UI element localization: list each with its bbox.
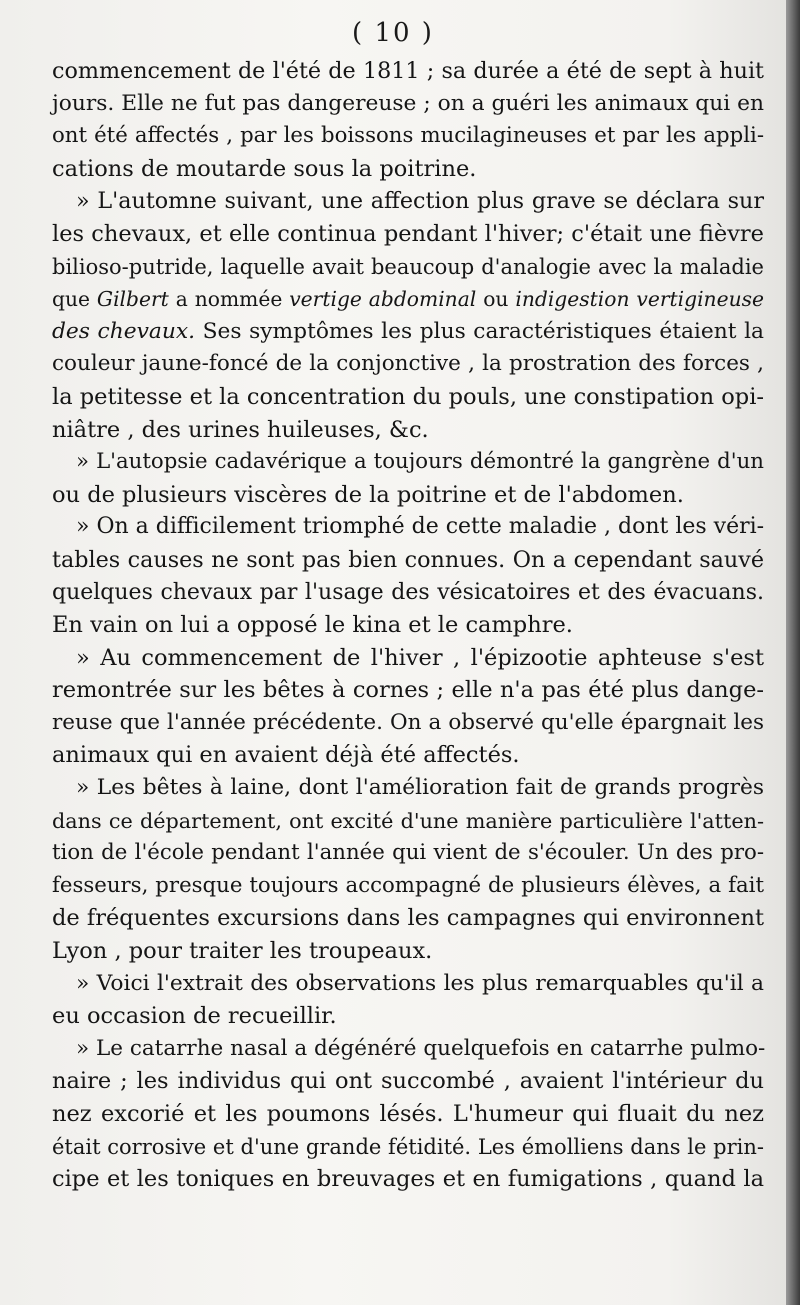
page-number: ( 10 ) <box>352 18 434 48</box>
text-line: » L'automne suivant, une affection plus grave se déclara sur <box>76 188 764 215</box>
text-line: » Voici l'extrait des observations les plus remarquables qu'il a <box>76 970 764 996</box>
text-line: » Au commencement de l'hiver , l'épizootie aphteuse s'est <box>76 644 764 671</box>
text-line: tion de l'école pendant l'année qui vient de s'écouler. Un des pro- <box>52 840 764 866</box>
text-line: En vain on lui a opposé le kina et le camphre. <box>52 612 573 639</box>
text-line: la petitesse et la concentration du pouls, une constipation opi- <box>52 383 764 410</box>
text-span: que <box>52 287 97 312</box>
text-line: cations de moutarde sous la poitrine. <box>52 155 477 182</box>
text-line: dans ce département, ont excité d'une manière particulière l'atten- <box>52 808 764 833</box>
text-line: ont été affectés , par les boissons mucilagineuses et par les appli- <box>52 123 764 149</box>
text-line: quelques chevaux par l'usage des vésicatoires et des évacuans. <box>52 579 764 605</box>
italic-term: vertige abdominal <box>289 287 477 312</box>
text-span: ou <box>476 287 516 312</box>
italic-term: des chevaux. <box>52 318 196 344</box>
text-line: jours. Elle ne fut pas dangereuse ; on a guéri les animaux qui en <box>52 90 764 116</box>
text-line: était corrosive et d'une grande fétidité. Les émolliens dans le prin- <box>52 1134 764 1159</box>
text-line: » Le catarrhe nasal a dégénéré quelquefois en catarrhe pulmo- <box>76 1035 766 1061</box>
text-line: animaux qui en avaient déjà été affectés. <box>52 742 520 769</box>
italic-author-name: Gilbert <box>96 287 169 312</box>
text-line: ou de plusieurs viscères de la poitrine et de l'abdomen. <box>52 481 684 508</box>
text-line: reuse que l'année précédente. On a observé qu'elle épargnait les <box>52 709 764 735</box>
text-line: de fréquentes excursions dans les campagnes qui environnent <box>52 905 764 932</box>
text-line: les chevaux, et elle continua pendant l'hiver; c'était une fièvre <box>52 220 764 247</box>
text-line: » On a difficilement triomphé de cette maladie , dont les véri- <box>76 514 765 540</box>
text-line: nez excorié et les poumons lésés. L'humeur qui fluait du nez <box>52 1101 764 1127</box>
text-line: naire ; les individus qui ont succombé , avaient l'intérieur du <box>52 1068 764 1095</box>
text-line: commencement de l'été de 1811 ; sa durée a été de sept à huit <box>52 58 764 84</box>
text-span: a nommée <box>168 287 290 312</box>
text-line: Lyon , pour traiter les troupeaux. <box>52 938 433 965</box>
text-line: remontrée sur les bêtes à cornes ; elle n'a pas été plus dange- <box>52 677 764 704</box>
text-line <box>52 283 764 316</box>
text-line: » Les bêtes à laine, dont l'amélioration fait de grands progrès <box>76 775 764 801</box>
text-line: couleur jaune-foncé de la conjonctive , la prostration des forces , <box>52 351 764 377</box>
text-line: cipe et les toniques en breuvages et en fumigations , quand la <box>52 1166 764 1193</box>
text-line: eu occasion de recueillir. <box>52 1003 337 1030</box>
text-line: » L'autopsie cadavérique a toujours démontré la gangrène d'un <box>76 449 764 475</box>
text-line <box>52 316 764 349</box>
text-span: Ses symptômes les plus caractéristiques étaient la <box>195 318 765 344</box>
text-line: bilioso-putride, laquelle avait beaucoup d'analogie avec la maladie <box>52 254 764 279</box>
italic-term: indigestion vertigineuse <box>515 287 764 312</box>
text-line: niâtre , des urines huileuses, &c. <box>52 416 429 443</box>
page-edge-shadow <box>786 0 800 1305</box>
body-text <box>52 55 764 1196</box>
text-line: fesseurs, presque toujours accompagné de plusieurs élèves, a fait <box>52 872 764 898</box>
text-line: tables causes ne sont pas bien connues. On a cependant sauvé <box>52 546 764 573</box>
